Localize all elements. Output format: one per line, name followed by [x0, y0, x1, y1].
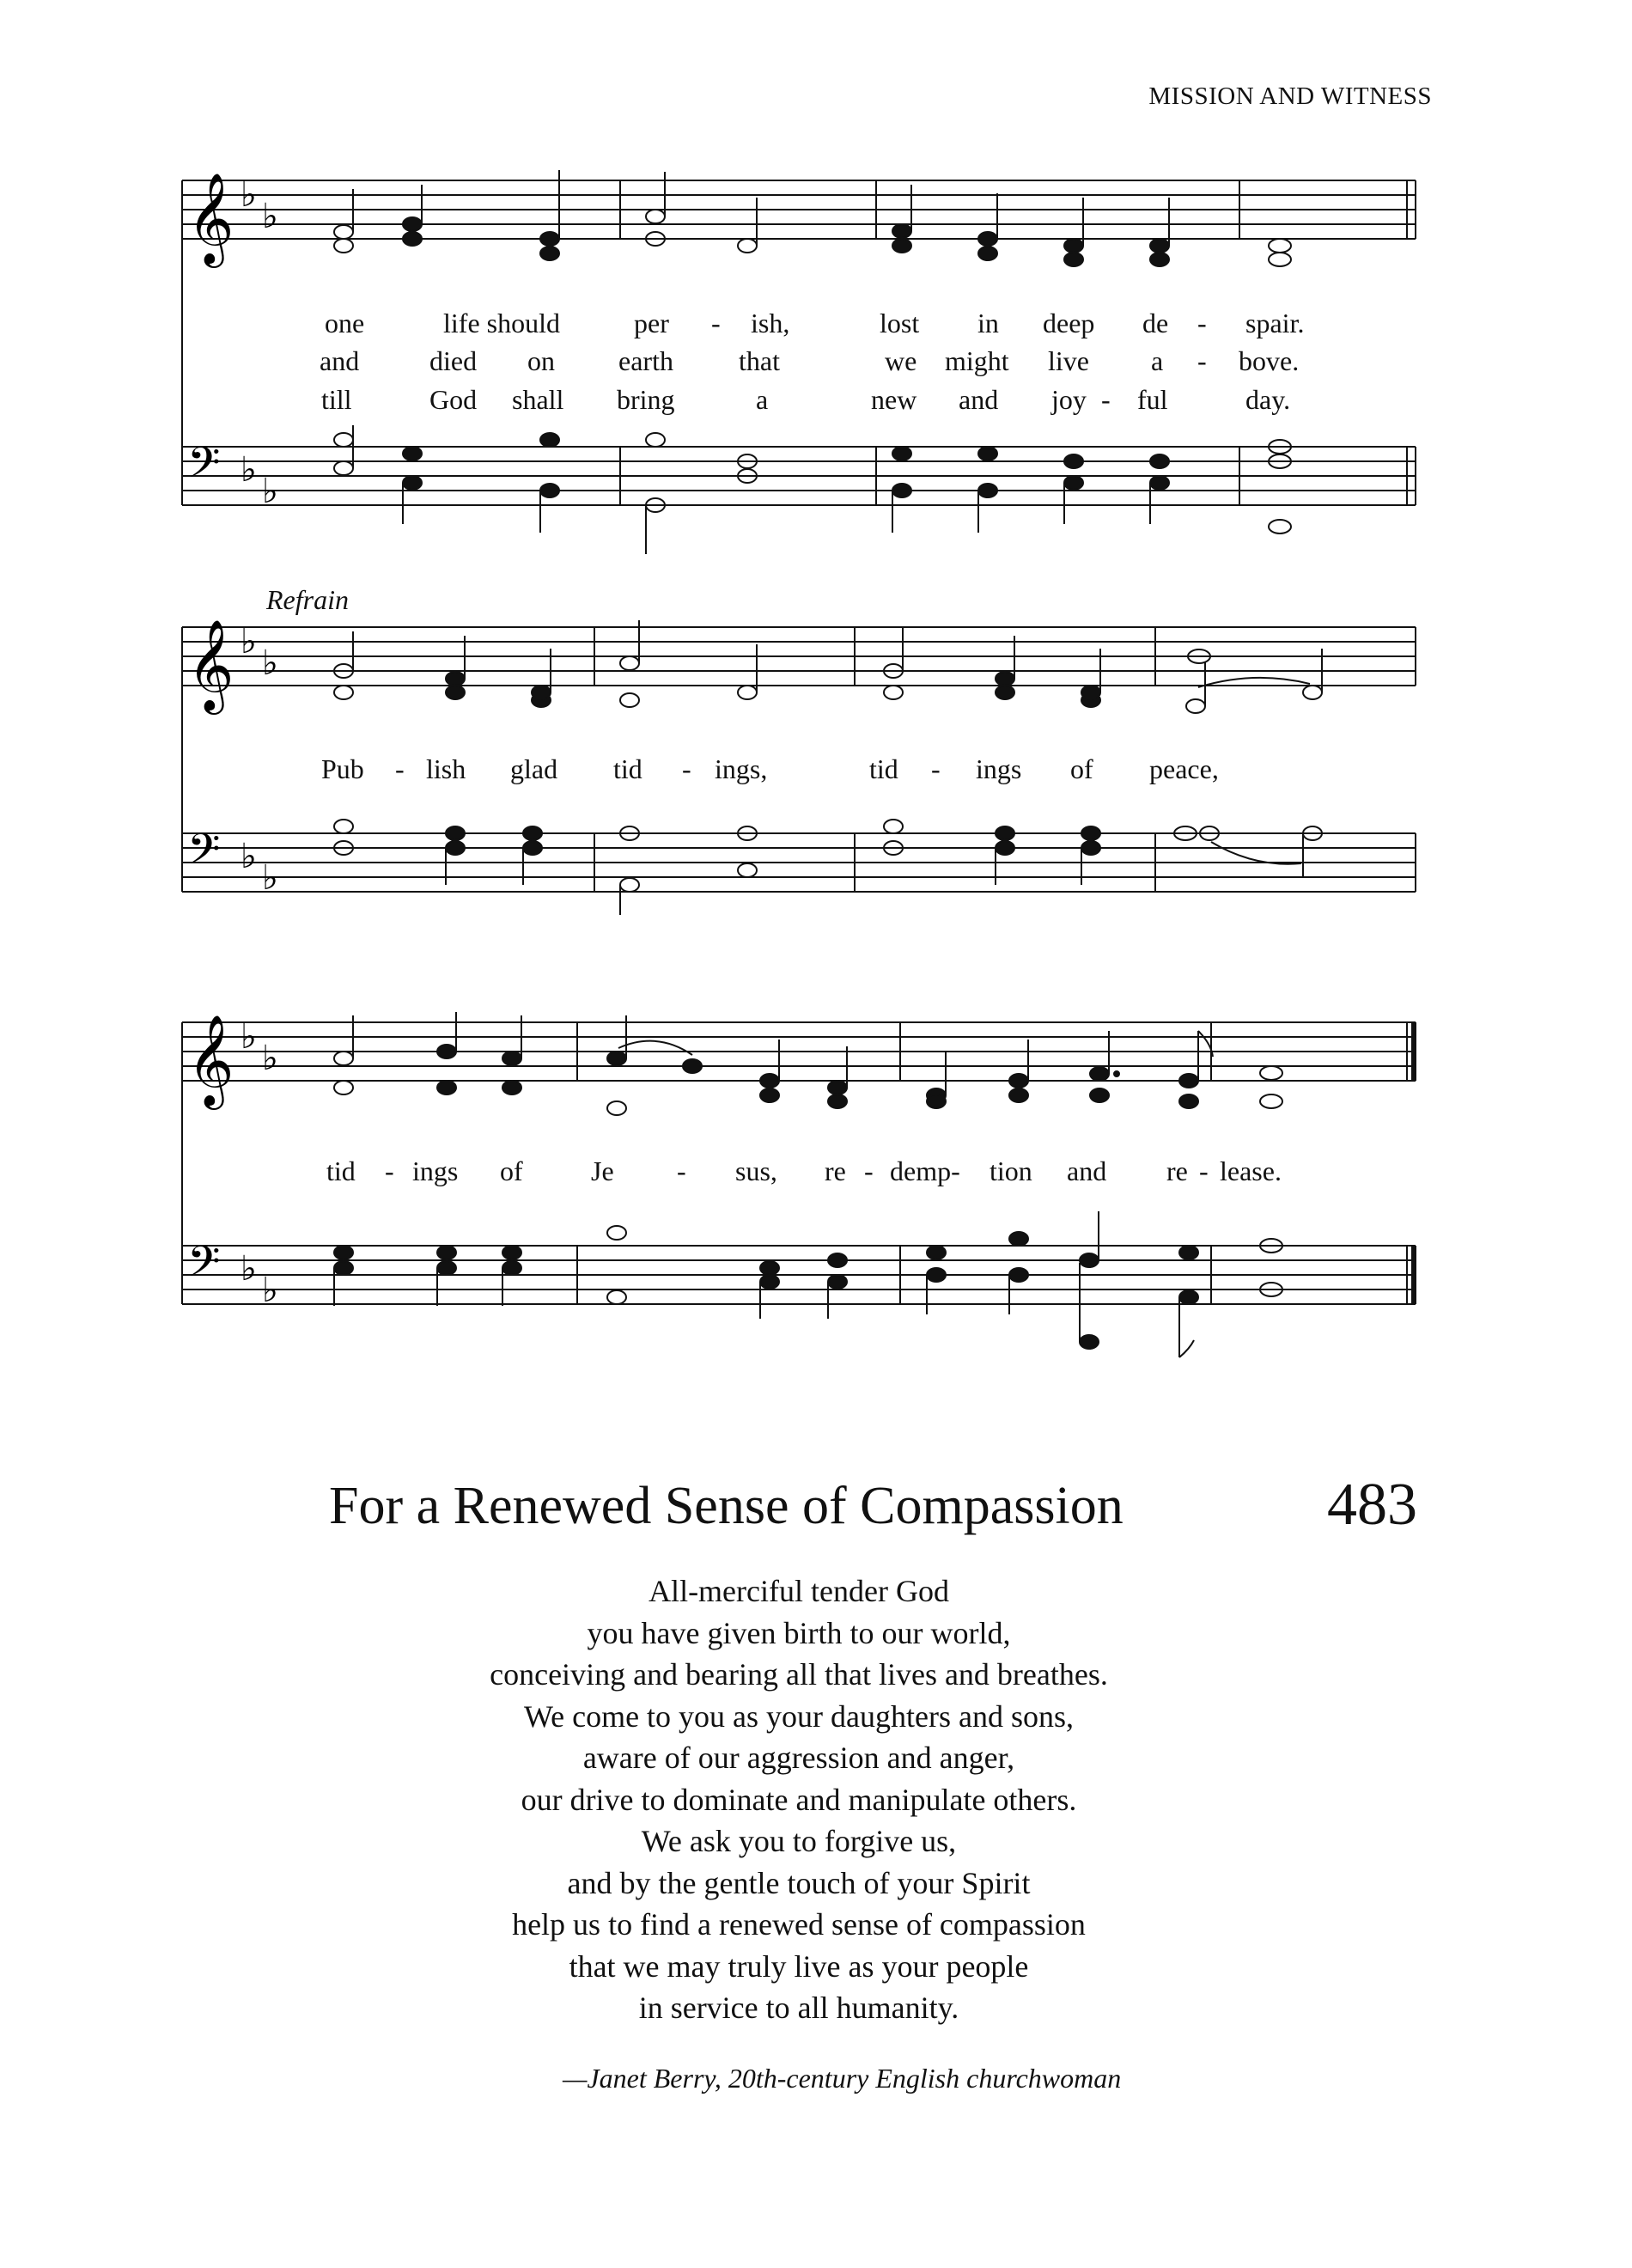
lyric-syllable: on	[527, 345, 555, 376]
treble-clef-icon: 𝄞	[187, 1014, 234, 1106]
lyric-syllable: till	[321, 384, 352, 415]
lyrics-verse-3	[0, 384, 1632, 418]
lyric-syllable: new	[871, 384, 917, 415]
score-system-3	[0, 1005, 1632, 1400]
lyric-syllable: day.	[1245, 384, 1291, 415]
lyric-syllable: we	[885, 345, 917, 376]
lyric-syllable: ings	[412, 1155, 459, 1186]
bass-clef-icon: 𝄢	[187, 438, 221, 498]
lyric-syllable: ings	[976, 753, 1022, 784]
svg-text:♭: ♭	[241, 622, 257, 662]
lyric-syllable: joy	[1051, 384, 1087, 415]
bass-clef-icon: 𝄢	[187, 1237, 221, 1297]
refrain-label: Refrain	[266, 584, 349, 615]
lyric-syllable: lost	[880, 308, 920, 338]
lyric-syllable: -	[677, 1155, 686, 1186]
lyrics-refrain-1	[0, 753, 1632, 788]
lyric-syllable: -	[1101, 384, 1111, 415]
lyric-syllable: bring	[617, 384, 675, 415]
lyric-syllable: ful	[1137, 384, 1168, 415]
svg-text:♭: ♭	[262, 643, 278, 683]
lyric-syllable: demp-	[890, 1155, 960, 1186]
lyric-syllable: and	[959, 384, 999, 415]
lyric-syllable: -	[682, 753, 691, 784]
lyric-syllable: Pub	[321, 753, 364, 784]
treble-clef-icon: 𝄞	[187, 619, 234, 710]
prayer-line: conceiving and bearing all that lives and breathes.	[490, 1657, 1108, 1692]
svg-text:♭: ♭	[262, 1271, 278, 1310]
prayer-attribution: —Janet Berry, 20th-century English churchwoman	[563, 2063, 1122, 2094]
prayer-line: All-merciful tender God	[649, 1574, 949, 1608]
bass-clef-icon: 𝄢	[187, 825, 221, 885]
svg-text:♭: ♭	[262, 1039, 278, 1078]
lyric-syllable: peace,	[1149, 753, 1219, 784]
lyric-syllable: of	[500, 1155, 523, 1186]
lyric-syllable: bove.	[1239, 345, 1300, 376]
lyric-syllable: one	[325, 308, 365, 338]
svg-text:♭: ♭	[262, 858, 278, 898]
lyric-syllable: of	[1070, 753, 1093, 784]
prayer-line: help us to find a renewed sense of compassion	[512, 1907, 1086, 1942]
lyric-syllable: Je	[591, 1155, 614, 1186]
lyric-syllable: God	[429, 384, 478, 415]
lyric-syllable: ish,	[751, 308, 790, 338]
svg-text:♭: ♭	[241, 175, 257, 215]
prayer-line: and by the gentle touch of your Spirit	[567, 1865, 1031, 1900]
prayer-number: 483	[1327, 1472, 1417, 1538]
lyric-syllable: lish	[426, 753, 466, 784]
lyric-syllable: tid	[613, 753, 642, 784]
lyric-syllable: glad	[510, 753, 558, 784]
lyric-syllable: re	[825, 1155, 846, 1186]
lyrics-verse-2	[0, 345, 1632, 380]
music-system-3	[0, 1005, 1632, 1400]
svg-text:♭: ♭	[262, 472, 278, 511]
lyric-syllable: ings,	[715, 753, 768, 784]
lyric-syllable: -	[1197, 308, 1207, 338]
lyric-syllable: spair.	[1245, 308, 1305, 338]
lyric-syllable: might	[945, 345, 1009, 376]
svg-text:♭: ♭	[262, 197, 278, 236]
lyric-syllable: a	[756, 384, 769, 415]
prayer-line: that we may truly live as your people	[569, 1948, 1029, 1984]
lyric-syllable: and	[1067, 1155, 1107, 1186]
lyric-syllable: -	[864, 1155, 874, 1186]
prayer-line: We ask you to forgive us,	[641, 1824, 957, 1858]
prayer-line: in service to all humanity.	[638, 1991, 959, 2025]
lyrics-verse-1	[0, 308, 1632, 342]
lyric-syllable: per	[634, 308, 669, 338]
lyric-syllable: that	[739, 345, 780, 376]
lyric-syllable: -	[1199, 1155, 1209, 1186]
lyric-syllable: in	[977, 308, 999, 338]
lyric-syllable: earth	[618, 345, 673, 376]
lyric-syllable: lease.	[1220, 1155, 1282, 1186]
lyric-syllable: tid	[326, 1155, 356, 1186]
lyric-syllable: sus,	[735, 1155, 777, 1186]
lyric-syllable: and	[320, 345, 360, 376]
lyric-syllable: -	[711, 308, 721, 338]
svg-text:♭: ♭	[241, 450, 257, 490]
lyric-syllable: -	[931, 753, 941, 784]
lyric-syllable: a	[1151, 345, 1164, 376]
lyric-syllable: died	[429, 345, 478, 376]
prayer-title: For a Renewed Sense of Compassion	[329, 1477, 1124, 1535]
lyric-syllable: tid	[869, 753, 898, 784]
prayer-line: you have given birth to our world,	[587, 1615, 1011, 1650]
svg-text:♭: ♭	[241, 1249, 257, 1289]
prayer-line: our drive to dominate and manipulate others.	[521, 1782, 1077, 1817]
lyric-syllable: de	[1142, 308, 1169, 338]
svg-text:♭: ♭	[241, 1017, 257, 1057]
lyric-syllable: deep	[1043, 308, 1095, 338]
lyric-syllable: -	[385, 1155, 394, 1186]
lyric-syllable: life should	[443, 308, 560, 338]
lyric-syllable: tion	[990, 1155, 1032, 1186]
lyric-syllable: shall	[512, 384, 564, 415]
prayer-line: aware of our aggression and anger,	[582, 1741, 1015, 1775]
lyric-syllable: live	[1048, 345, 1089, 376]
svg-text:♭: ♭	[241, 837, 257, 876]
lyric-syllable: -	[395, 753, 405, 784]
section-header: MISSION AND WITNESS	[1148, 82, 1432, 110]
prayer-body	[283, 1570, 1314, 2029]
treble-clef-icon: 𝄞	[187, 172, 234, 264]
lyrics-refrain-2	[0, 1155, 1632, 1190]
prayer-line: We come to you as your daughters and sons,	[524, 1698, 1074, 1734]
lyric-syllable: -	[1197, 345, 1207, 376]
lyric-syllable: re	[1166, 1155, 1188, 1186]
